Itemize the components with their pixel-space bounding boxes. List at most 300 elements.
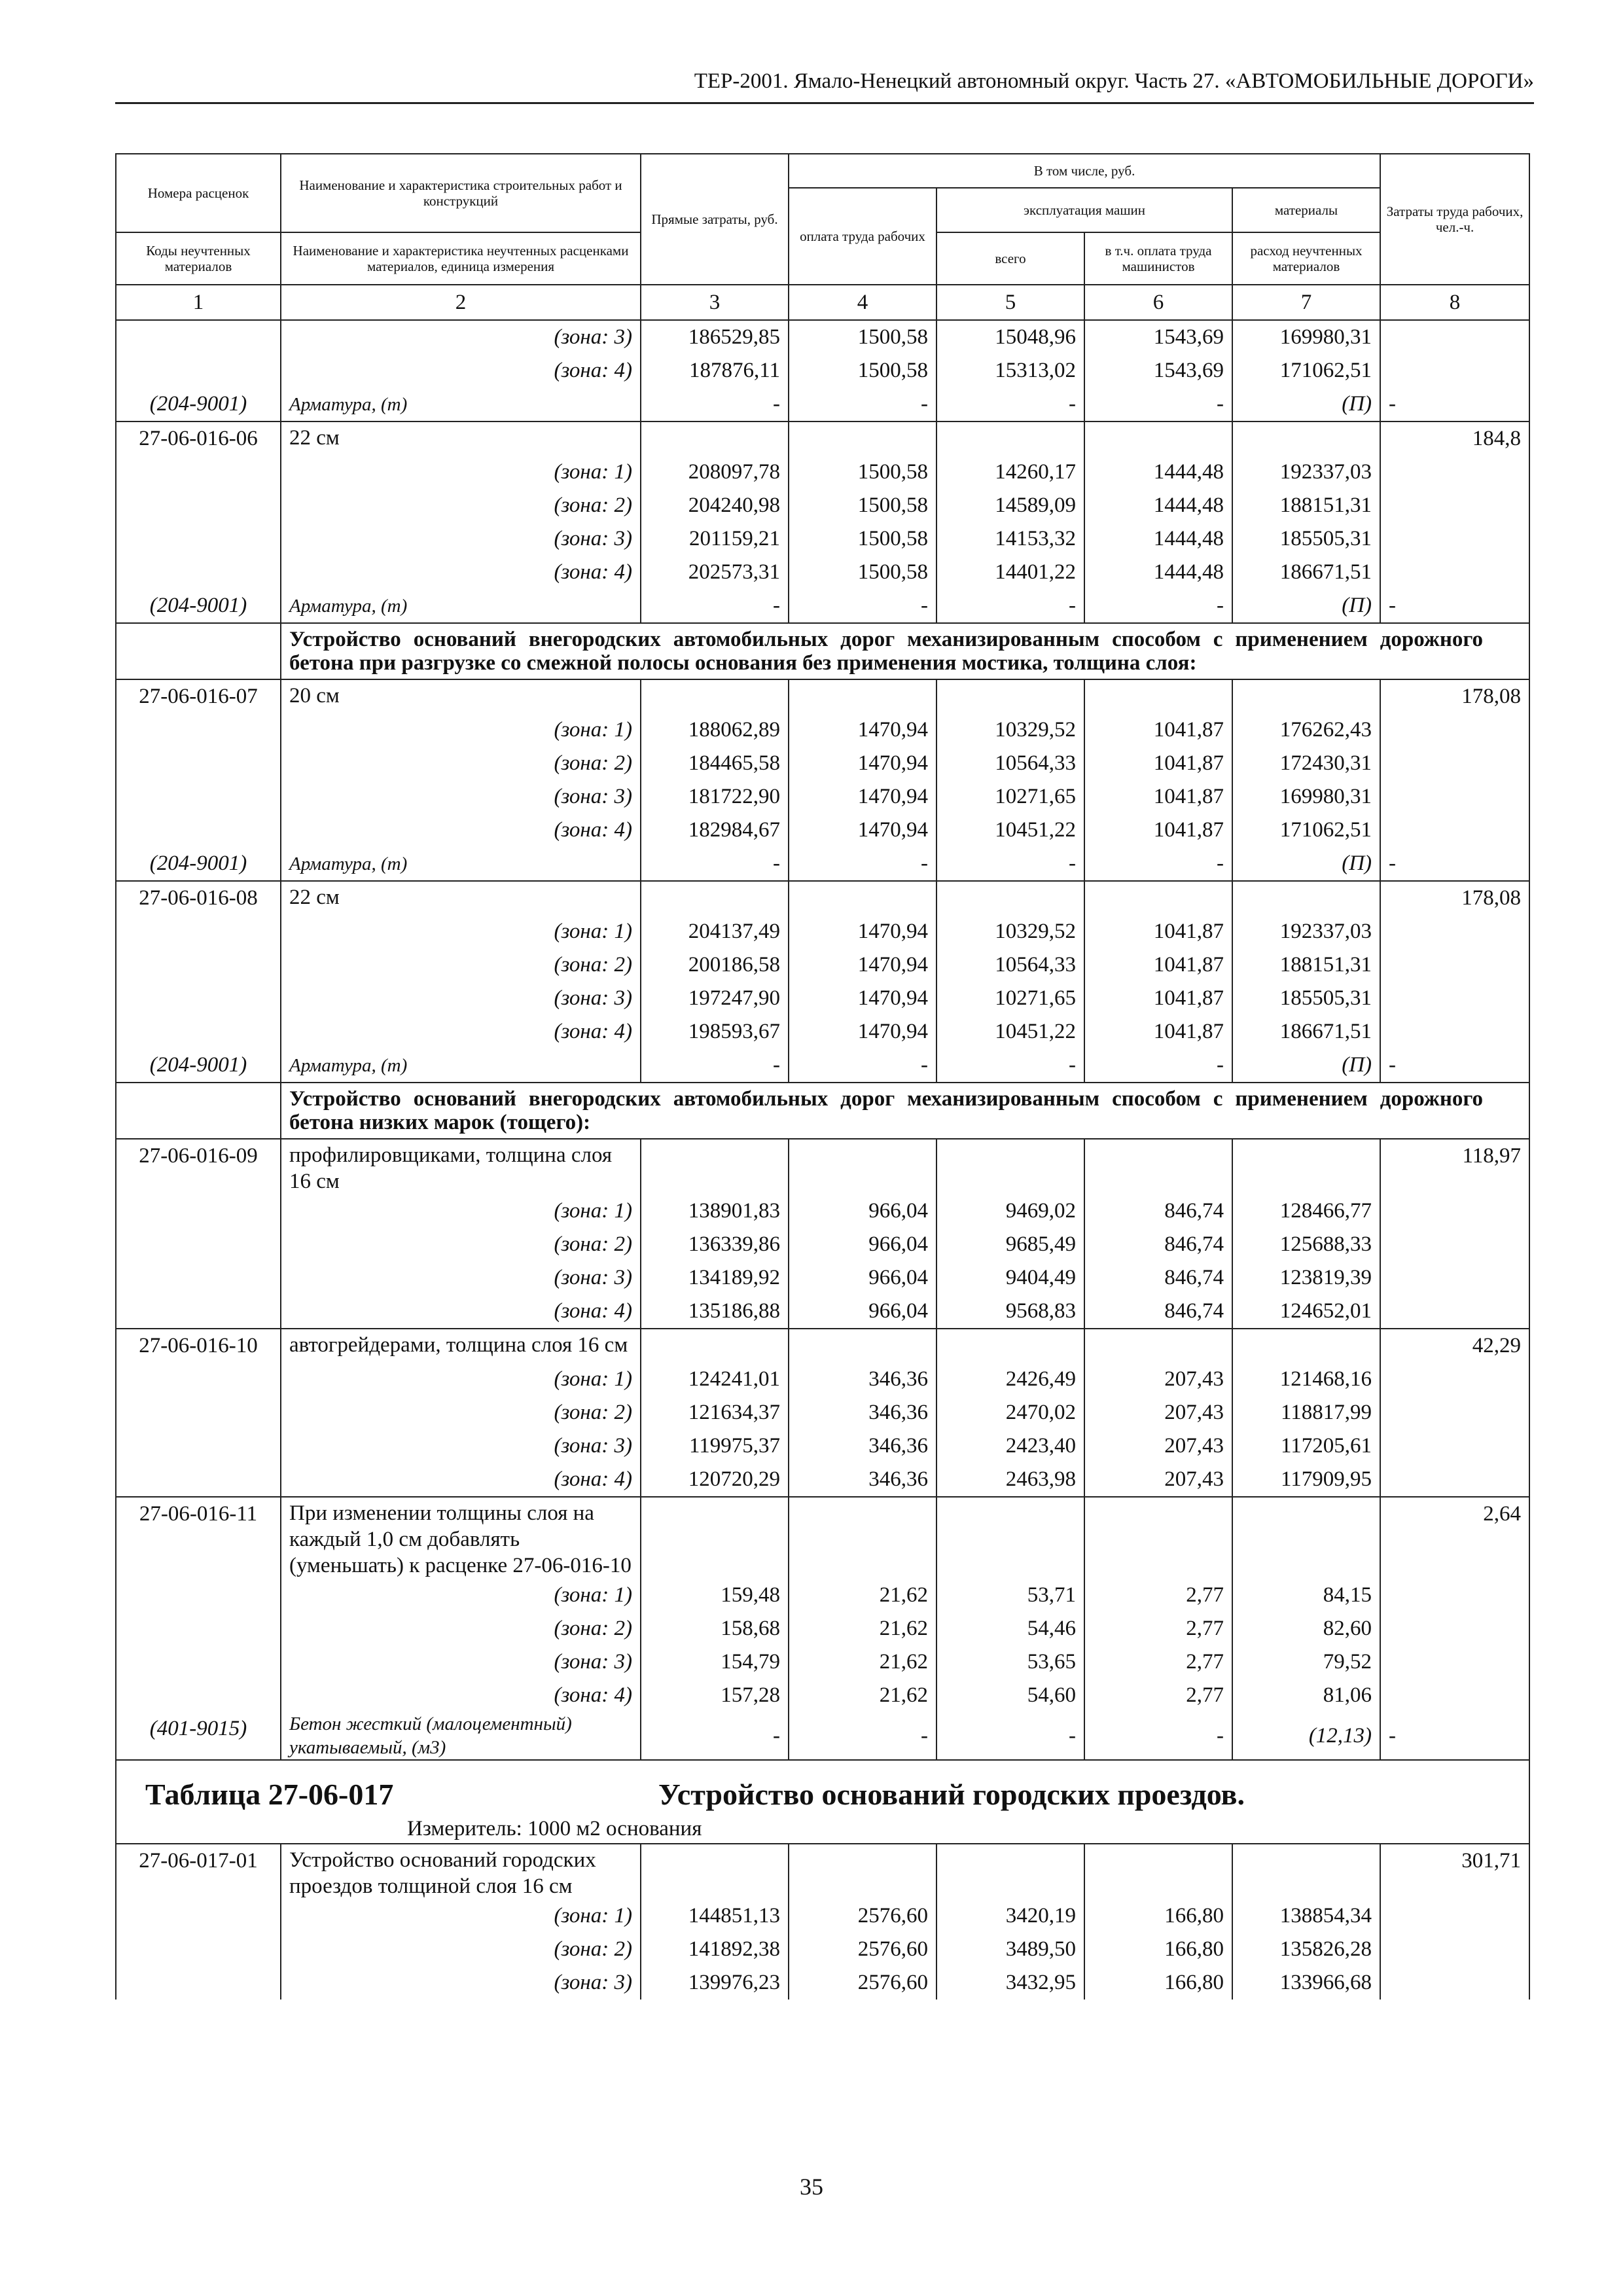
value-cell: 10329,52 (936, 713, 1084, 747)
rate-row (116, 881, 1529, 915)
value-cell: - (936, 1049, 1084, 1083)
zone-label: (зона: 4) (281, 1295, 641, 1329)
zone-row (116, 1363, 1529, 1396)
value-cell: 79,52 (1232, 1645, 1380, 1679)
zone-label: (зона: 4) (281, 814, 641, 847)
value-cell: 10451,22 (936, 814, 1084, 847)
material-row (116, 387, 1529, 422)
value-cell: - (789, 589, 936, 623)
value-cell: 185505,31 (1232, 522, 1380, 556)
section-heading-row (116, 1083, 1529, 1139)
value-cell: 119975,37 (641, 1429, 789, 1463)
value-cell: 1470,94 (789, 780, 936, 814)
value-cell: 1470,94 (789, 1015, 936, 1049)
rate-code: 27-06-016-11 (116, 1497, 281, 1579)
col-number: 8 (1380, 285, 1529, 320)
value-cell: - (1380, 1712, 1529, 1760)
labor-cell (1380, 1261, 1529, 1295)
value-cell (1084, 1844, 1232, 1899)
labor-cell (1380, 320, 1529, 354)
zone-row (116, 522, 1529, 556)
value-cell: 84,15 (1232, 1579, 1380, 1612)
rate-code (116, 556, 281, 589)
zone-label: (зона: 4) (281, 1463, 641, 1497)
value-cell: 169980,31 (1232, 320, 1380, 354)
labor-cell (1380, 1579, 1529, 1612)
value-cell: (П) (1232, 1049, 1380, 1083)
zone-row (116, 814, 1529, 847)
zone-row (116, 1228, 1529, 1261)
value-cell: 346,36 (789, 1396, 936, 1429)
rate-code (116, 1194, 281, 1228)
rate-code (116, 1579, 281, 1612)
zone-label: (зона: 4) (281, 1679, 641, 1712)
value-cell: 200186,58 (641, 948, 789, 982)
value-cell: 1041,87 (1084, 713, 1232, 747)
value-cell (641, 1844, 789, 1899)
value-cell: 138901,83 (641, 1194, 789, 1228)
zone-label: (зона: 1) (281, 1363, 641, 1396)
value-cell: 10564,33 (936, 948, 1084, 982)
value-cell: 159,48 (641, 1579, 789, 1612)
value-cell: 1470,94 (789, 915, 936, 948)
table-title-row (116, 1760, 1529, 1844)
col-total-header: всего (936, 232, 1084, 285)
value-cell: 1041,87 (1084, 915, 1232, 948)
value-cell: 141892,38 (641, 1933, 789, 1966)
labor-cell: 42,29 (1380, 1329, 1529, 1363)
value-cell: 1041,87 (1084, 780, 1232, 814)
value-cell (936, 1844, 1084, 1899)
rate-name: профилировщиками, толщина слоя 16 см (281, 1139, 641, 1194)
value-cell: 21,62 (789, 1612, 936, 1645)
zone-row (116, 1933, 1529, 1966)
zone-label: (зона: 3) (281, 1966, 641, 2000)
value-cell: 187876,11 (641, 354, 789, 387)
value-cell: 172430,31 (1232, 747, 1380, 780)
value-cell: 1041,87 (1084, 814, 1232, 847)
rate-name: При изменении толщины слоя на каждый 1,0 см добавлять (уменьшать) к расценке 27-06-016-10 (281, 1497, 641, 1579)
labor-cell (1380, 354, 1529, 387)
value-cell (789, 1329, 936, 1363)
rates-table (115, 153, 1530, 2000)
value-cell (1232, 1329, 1380, 1363)
rate-row (116, 422, 1529, 456)
value-cell: - (789, 847, 936, 881)
value-cell (1232, 881, 1380, 915)
zone-row (116, 1015, 1529, 1049)
section-heading-row (116, 623, 1529, 679)
value-cell (641, 1139, 789, 1194)
col-labor-header: оплата труда рабочих (789, 188, 936, 285)
value-cell: 2,77 (1084, 1579, 1232, 1612)
zone-row (116, 1579, 1529, 1612)
value-cell: 2576,60 (789, 1899, 936, 1933)
labor-cell (1380, 1966, 1529, 2000)
rate-code (116, 522, 281, 556)
value-cell (641, 881, 789, 915)
zone-label: (зона: 1) (281, 1579, 641, 1612)
value-cell: 185505,31 (1232, 982, 1380, 1015)
labor-cell (1380, 556, 1529, 589)
rate-name: Устройство оснований городских проездов толщиной слоя 16 см (281, 1844, 641, 1899)
labor-cell (1380, 1429, 1529, 1463)
col-mat-use-header: расход неучтенных материалов (1232, 232, 1380, 285)
value-cell: 208097,78 (641, 456, 789, 489)
value-cell: 204137,49 (641, 915, 789, 948)
rate-code (116, 1966, 281, 2000)
zone-row (116, 1463, 1529, 1497)
value-cell: 198593,67 (641, 1015, 789, 1049)
value-cell (641, 1497, 789, 1579)
value-cell: 181722,90 (641, 780, 789, 814)
col-number: 3 (641, 285, 789, 320)
material-row (116, 1712, 1529, 1760)
value-cell: 2463,98 (936, 1463, 1084, 1497)
value-cell: 207,43 (1084, 1463, 1232, 1497)
rate-code: 27-06-016-06 (116, 422, 281, 456)
value-cell: 21,62 (789, 1679, 936, 1712)
rate-code (116, 1228, 281, 1261)
table-label: Таблица 27-06-017 (145, 1778, 394, 1811)
col-rates-header: Номера расценок (116, 154, 281, 232)
value-cell: 182984,67 (641, 814, 789, 847)
labor-cell: 118,97 (1380, 1139, 1529, 1194)
value-cell: 188151,31 (1232, 948, 1380, 982)
labor-cell: 2,64 (1380, 1497, 1529, 1579)
col-number: 2 (281, 285, 641, 320)
rate-code (116, 1015, 281, 1049)
value-cell (789, 1497, 936, 1579)
rate-name: 20 см (281, 679, 641, 713)
value-cell: 2,77 (1084, 1679, 1232, 1712)
labor-cell (1380, 489, 1529, 522)
value-cell (936, 1139, 1084, 1194)
value-cell (641, 1329, 789, 1363)
zone-row (116, 1194, 1529, 1228)
rate-code: 27-06-016-09 (116, 1139, 281, 1194)
labor-cell (1380, 522, 1529, 556)
value-cell: 117205,61 (1232, 1429, 1380, 1463)
value-cell: (П) (1232, 589, 1380, 623)
zone-label: (зона: 4) (281, 1015, 641, 1049)
value-cell (936, 1497, 1084, 1579)
section-heading: Устройство оснований внегородских автомобильных дорог механизированным способом с применением дорожного бетона при разгрузке со смежной полосы основания без применения мостика, толщина слоя: (281, 623, 1529, 679)
value-cell: 1470,94 (789, 982, 936, 1015)
zone-row (116, 1899, 1529, 1933)
value-cell: 3432,95 (936, 1966, 1084, 2000)
labor-cell (1380, 982, 1529, 1015)
value-cell: 166,80 (1084, 1899, 1232, 1933)
zone-row (116, 747, 1529, 780)
zone-label: (зона: 3) (281, 320, 641, 354)
value-cell: 1470,94 (789, 713, 936, 747)
value-cell: 1470,94 (789, 814, 936, 847)
rate-code (116, 1083, 281, 1139)
labor-cell (1380, 1194, 1529, 1228)
value-cell: 188151,31 (1232, 489, 1380, 522)
value-cell (1084, 1329, 1232, 1363)
rate-code (116, 713, 281, 747)
rate-code (116, 1463, 281, 1497)
value-cell: 846,74 (1084, 1261, 1232, 1295)
labor-cell (1380, 1679, 1529, 1712)
value-cell: 136339,86 (641, 1228, 789, 1261)
value-cell: 846,74 (1084, 1295, 1232, 1329)
value-cell (936, 422, 1084, 456)
value-cell: 1041,87 (1084, 1015, 1232, 1049)
value-cell: 171062,51 (1232, 354, 1380, 387)
value-cell (1232, 1497, 1380, 1579)
value-cell: 125688,33 (1232, 1228, 1380, 1261)
value-cell: 158,68 (641, 1612, 789, 1645)
col-machinist-header: в т.ч. оплата труда машинистов (1084, 232, 1232, 285)
value-cell: 2470,02 (936, 1396, 1084, 1429)
labor-cell (1380, 1363, 1529, 1396)
labor-cell (1380, 1933, 1529, 1966)
zone-row (116, 556, 1529, 589)
zone-label: (зона: 1) (281, 915, 641, 948)
value-cell: 21,62 (789, 1645, 936, 1679)
value-cell: 14153,32 (936, 522, 1084, 556)
value-cell: - (1084, 589, 1232, 623)
rate-code (116, 982, 281, 1015)
zone-label: (зона: 2) (281, 489, 641, 522)
value-cell: 2,77 (1084, 1612, 1232, 1645)
value-cell: 207,43 (1084, 1363, 1232, 1396)
value-cell: 1543,69 (1084, 320, 1232, 354)
col-name-header: Наименование и характеристика строительных работ и конструкций (281, 154, 641, 232)
value-cell: 54,60 (936, 1679, 1084, 1712)
value-cell: 2576,60 (789, 1966, 936, 2000)
rate-name: 22 см (281, 422, 641, 456)
value-cell: 207,43 (1084, 1429, 1232, 1463)
zone-row (116, 1396, 1529, 1429)
value-cell: 15048,96 (936, 320, 1084, 354)
value-cell: - (789, 387, 936, 422)
zone-label: (зона: 1) (281, 456, 641, 489)
value-cell: - (936, 847, 1084, 881)
zone-label: (зона: 3) (281, 522, 641, 556)
value-cell: 10271,65 (936, 780, 1084, 814)
value-cell: 1444,48 (1084, 556, 1232, 589)
value-cell: 1041,87 (1084, 948, 1232, 982)
value-cell: 14589,09 (936, 489, 1084, 522)
value-cell: 201159,21 (641, 522, 789, 556)
value-cell: 10564,33 (936, 747, 1084, 780)
value-cell: - (789, 1712, 936, 1760)
value-cell: 53,65 (936, 1645, 1084, 1679)
value-cell: 846,74 (1084, 1228, 1232, 1261)
labor-cell (1380, 1396, 1529, 1429)
value-cell: 135186,88 (641, 1295, 789, 1329)
value-cell: 186529,85 (641, 320, 789, 354)
value-cell: 207,43 (1084, 1396, 1232, 1429)
rate-code (116, 1295, 281, 1329)
value-cell: 192337,03 (1232, 456, 1380, 489)
value-cell: 966,04 (789, 1228, 936, 1261)
labor-cell (1380, 1899, 1529, 1933)
col-number: 6 (1084, 285, 1232, 320)
rate-code (116, 915, 281, 948)
section-heading: Устройство оснований внегородских автомобильных дорог механизированным способом с применением дорожного бетона низких марок (тощего): (281, 1083, 1529, 1139)
rate-code (116, 1363, 281, 1396)
value-cell: 138854,34 (1232, 1899, 1380, 1933)
rate-code (116, 948, 281, 982)
zone-row (116, 1261, 1529, 1295)
value-cell: 1444,48 (1084, 489, 1232, 522)
value-cell: - (1084, 387, 1232, 422)
value-cell: 197247,90 (641, 982, 789, 1015)
value-cell: 204240,98 (641, 489, 789, 522)
value-cell: 346,36 (789, 1363, 936, 1396)
value-cell (1084, 422, 1232, 456)
value-cell: 157,28 (641, 1679, 789, 1712)
zone-row (116, 1679, 1529, 1712)
value-cell: 1500,58 (789, 522, 936, 556)
value-cell: 1041,87 (1084, 982, 1232, 1015)
value-cell: 121634,37 (641, 1396, 789, 1429)
value-cell (936, 1329, 1084, 1363)
rate-code (116, 1429, 281, 1463)
value-cell: 169980,31 (1232, 780, 1380, 814)
value-cell: - (1380, 589, 1529, 623)
rate-row (116, 1139, 1529, 1194)
rate-code (116, 623, 281, 679)
value-cell: 14401,22 (936, 556, 1084, 589)
col-number: 4 (789, 285, 936, 320)
value-cell: 966,04 (789, 1261, 936, 1295)
rate-code (116, 1679, 281, 1712)
table-body (116, 320, 1529, 2000)
rate-code: 27-06-017-01 (116, 1844, 281, 1899)
material-code: (401-9015) (116, 1712, 281, 1760)
labor-cell (1380, 814, 1529, 847)
value-cell (789, 422, 936, 456)
value-cell: 1500,58 (789, 556, 936, 589)
page-number: 35 (800, 2174, 823, 2200)
col-number: 1 (116, 285, 281, 320)
value-cell (1232, 1139, 1380, 1194)
value-cell (1084, 881, 1232, 915)
zone-row (116, 456, 1529, 489)
value-cell (1232, 1844, 1380, 1899)
col-machines-header: эксплуатация машин (936, 188, 1232, 232)
zone-row (116, 1429, 1529, 1463)
value-cell (789, 1844, 936, 1899)
value-cell: 166,80 (1084, 1933, 1232, 1966)
value-cell: 9685,49 (936, 1228, 1084, 1261)
value-cell: - (936, 387, 1084, 422)
value-cell: - (936, 1712, 1084, 1760)
material-row (116, 847, 1529, 881)
value-cell: 192337,03 (1232, 915, 1380, 948)
labor-cell: 184,8 (1380, 422, 1529, 456)
rate-code (116, 1612, 281, 1645)
value-cell: 1500,58 (789, 489, 936, 522)
material-name: Бетон жесткий (малоцементный) укатываемый, (м3) (281, 1712, 641, 1760)
rate-code (116, 780, 281, 814)
labor-cell (1380, 456, 1529, 489)
zone-label: (зона: 4) (281, 354, 641, 387)
value-cell: 123819,39 (1232, 1261, 1380, 1295)
zone-label: (зона: 1) (281, 1899, 641, 1933)
value-cell: 1444,48 (1084, 456, 1232, 489)
value-cell (789, 679, 936, 713)
labor-cell (1380, 1015, 1529, 1049)
value-cell: 82,60 (1232, 1612, 1380, 1645)
value-cell: 9568,83 (936, 1295, 1084, 1329)
col-labor-cost-header: Затраты труда рабочих, чел.-ч. (1380, 154, 1529, 285)
zone-label: (зона: 2) (281, 1396, 641, 1429)
value-cell (641, 679, 789, 713)
zone-label: (зона: 4) (281, 556, 641, 589)
value-cell: 1500,58 (789, 320, 936, 354)
value-cell (1232, 679, 1380, 713)
zone-label: (зона: 3) (281, 780, 641, 814)
value-cell: 154,79 (641, 1645, 789, 1679)
value-cell: - (1084, 847, 1232, 881)
material-code: (204-9001) (116, 387, 281, 422)
value-cell: 117909,95 (1232, 1463, 1380, 1497)
zone-row (116, 489, 1529, 522)
value-cell: 10271,65 (936, 982, 1084, 1015)
value-cell: 53,71 (936, 1579, 1084, 1612)
material-name: Арматура, (т) (281, 847, 641, 881)
rate-row (116, 1329, 1529, 1363)
labor-cell (1380, 747, 1529, 780)
rate-code (116, 320, 281, 354)
rate-code (116, 489, 281, 522)
value-cell: 10451,22 (936, 1015, 1084, 1049)
value-cell: 1041,87 (1084, 747, 1232, 780)
value-cell: 1500,58 (789, 456, 936, 489)
rate-row (116, 679, 1529, 713)
value-cell: 120720,29 (641, 1463, 789, 1497)
rate-code (116, 1645, 281, 1679)
material-code: (204-9001) (116, 1049, 281, 1083)
value-cell (789, 881, 936, 915)
value-cell: - (1380, 1049, 1529, 1083)
zone-label: (зона: 2) (281, 1933, 641, 1966)
value-cell: 128466,77 (1232, 1194, 1380, 1228)
zone-row (116, 713, 1529, 747)
col-number: 5 (936, 285, 1084, 320)
table-header (116, 154, 1529, 320)
col-direct-header: Прямые затраты, руб. (641, 154, 789, 285)
value-cell: - (1084, 1049, 1232, 1083)
zone-label: (зона: 1) (281, 713, 641, 747)
rate-code: 27-06-016-07 (116, 679, 281, 713)
value-cell: - (1380, 847, 1529, 881)
value-cell: 346,36 (789, 1429, 936, 1463)
rate-code: 27-06-016-10 (116, 1329, 281, 1363)
value-cell: - (641, 387, 789, 422)
labor-cell (1380, 713, 1529, 747)
zone-row (116, 780, 1529, 814)
value-cell: 966,04 (789, 1194, 936, 1228)
value-cell: 14260,17 (936, 456, 1084, 489)
rate-name: 22 см (281, 881, 641, 915)
table-meter: Измеритель: 1000 м2 основания (407, 1817, 702, 1840)
labor-cell (1380, 780, 1529, 814)
zone-row (116, 1645, 1529, 1679)
col-incl-header: В том числе, руб. (789, 154, 1380, 188)
value-cell: 21,62 (789, 1579, 936, 1612)
rate-code (116, 354, 281, 387)
value-cell: 9469,02 (936, 1194, 1084, 1228)
zone-label: (зона: 3) (281, 1261, 641, 1295)
